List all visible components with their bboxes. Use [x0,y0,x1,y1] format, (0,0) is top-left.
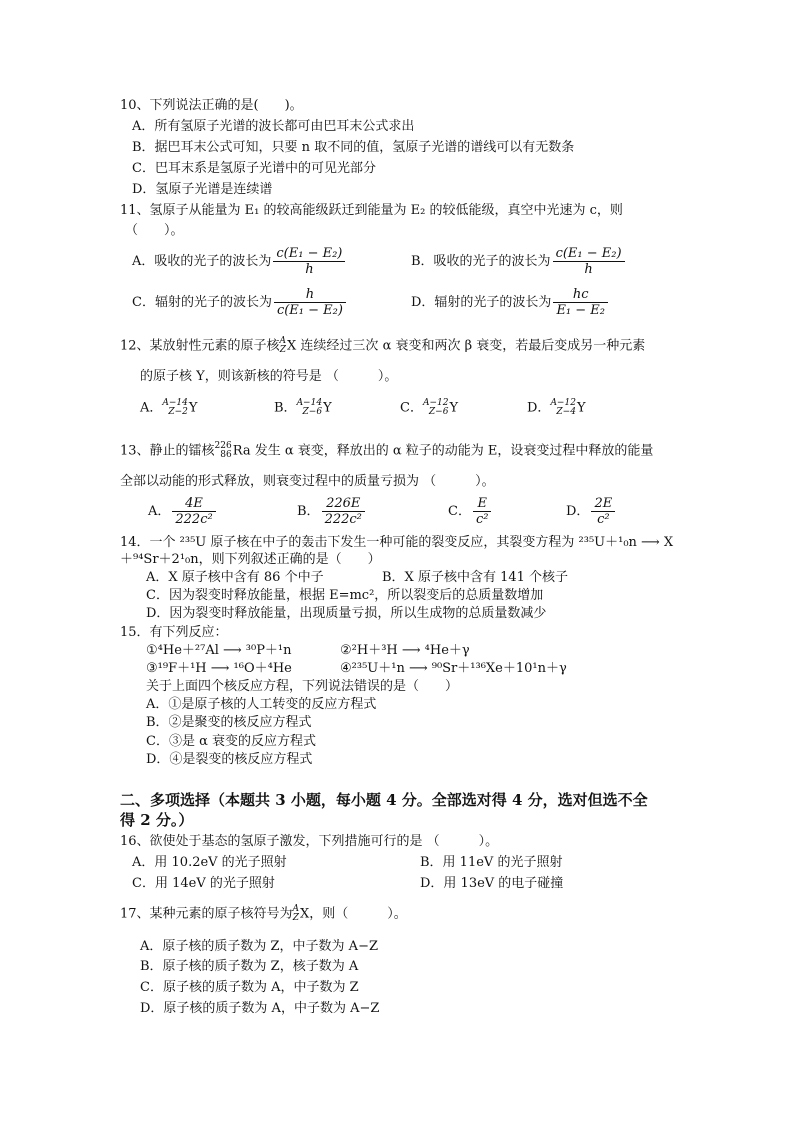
q17-option-c: C．原子核的质子数为 A，中子数为 Z [140,980,359,995]
q14-option-a: A．X 原子核中含有 86 个中子 [146,570,324,585]
q10-option-b: B．据巴耳末公式可知，只要 n 取不同的值，氢原子光谱的谱线可以有无数条 [132,140,575,155]
q11-a-formula: $\frac{\text{c(E₁ − E₂)}}{h}$ [273,246,345,277]
section-2-title-end: 得 2 分。） [120,811,194,829]
q10-stem: 10、下列说法正确的是( )。 [120,98,303,113]
q12-option-a: A． A−14 Z−2 Y [140,398,198,417]
q11-d-formula: $\frac{hc}{\text{E₁ − E₂}}$ [553,287,608,318]
q12-stem: 12、某放射性元素的原子核 A Z X 连续经过三次 α 衰变和两次 β 衰变，若最后变成另一种元素 [120,336,646,355]
q15-stem: 15．有下列反应： [120,625,228,640]
q12-nuclide: A Z [279,336,287,355]
q15-option-d: D．④是裂变的核反应方程式 [146,752,313,767]
q13-option-a: A． $\frac{4E}{\text{222c²}}$ [148,496,218,527]
q13-option-b: B． $\frac{226E}{\text{222c²}}$ [297,496,367,527]
q11-stem-end: （ ）。 [125,223,184,238]
q11-stem: 11、氢原子从能量为 E₁ 的较高能级跃迁到能量为 E₂ 的较低能级，真空中光速为 c，则 [120,203,623,218]
q12-option-c: C． A−12 Z−6 Y [400,398,459,417]
q12-stem-end: 的原子核 Y，则该新核的符号是 （ ）。 [140,369,398,384]
q13-option-c: C． $\frac{E}{\text{c²}}$ [448,496,493,527]
q15-option-a: A．①是原子核的人工转变的反应方程式 [146,697,377,712]
q14-stem: 14．一个 ²³⁵U 原子核在中子的轰击下发生一种可能的裂变反应，其裂变方程为 ²³⁵U＋¹₀n ⟶ X [120,535,674,550]
q10-option-d: D．氢原子光谱是连续谱 [132,182,273,197]
q17-option-a: A．原子核的质子数为 Z，中子数为 A−Z [140,939,378,954]
q13-stem-end: 全部以动能的形式释放，则衰变过程中的质量亏损为 （ ）。 [120,474,495,489]
q14-option-b: B．X 原子核中含有 141 个核子 [382,570,569,585]
q17-option-d: D．原子核的质子数为 A，中子数为 A−Z [140,1001,380,1016]
q17-option-b: B．原子核的质子数为 Z，核子数为 A [140,959,359,974]
q13-stem: 13、静止的镭核 226 86 Ra 发生 α 衰变，释放出的 α 粒子的动能为 E，设衰变过程中释放的能量 [120,441,654,460]
q16-option-a: A．用 10.2eV 的光子照射 [132,855,287,870]
q12-option-b: B． A−14 Z−6 Y [274,398,332,417]
q15-reaction-4: ④²³⁵U＋¹n ⟶ ⁹⁰Sr＋¹³⁶Xe＋10¹n＋γ [340,661,567,676]
q14-option-c: C．因为裂变时释放能量，根据 E=mc²，所以裂变后的总质量数增加 [146,588,544,603]
q14-stem-end: ＋⁹⁴Sr＋2¹₀n，则下列叙述正确的是（ ） [120,552,381,567]
q15-option-b: B．②是聚变的核反应方程式 [146,715,312,730]
q16-option-b: B．用 11eV 的光子照射 [420,855,563,870]
q16-stem: 16、欲使处于基态的氢原子激发，下列措施可行的是 （ ）。 [120,834,499,849]
q15-reaction-1: ①⁴He＋²⁷Al ⟶ ³⁰P＋¹n [146,643,292,658]
q11-option-a: A．吸收的光子的波长为 $\frac{\text{c(E₁ − E₂)}}{h}$ [132,246,347,277]
q11-option-c: C．辐射的光子的波长为 $\frac{h}{\text{c(E₁ − E₂)}}$ [132,287,348,318]
q16-option-c: C．用 14eV 的光子照射 [132,876,275,891]
q10-option-c: C．巴耳末系是氢原子光谱中的可见光部分 [132,161,376,176]
q15-option-c: C．③是 α 衰变的反应方程式 [146,734,316,749]
q14-option-d: D．因为裂变时释放能量，出现质量亏损，所以生成物的总质量数减少 [146,606,547,621]
q11-option-d: D．辐射的光子的波长为 $\frac{hc}{\text{E₁ − E₂}}$ [411,287,610,318]
q17-nuclide: A Z [292,904,300,923]
q11-c-formula: $\frac{h}{\text{c(E₁ − E₂)}}$ [274,287,346,318]
q15-reaction-3: ③¹⁹F＋¹H ⟶ ¹⁶O＋⁴He [146,661,292,676]
q17-stem: 17、某种元素的原子核符号为 A Z X，则（ ）。 [120,904,407,923]
q13-option-d: D． $\frac{2E}{\text{c²}}$ [566,496,617,527]
q11-option-b: B．吸收的光子的波长为 $\frac{\text{c(E₁ − E₂)}}{h}$ [411,246,627,277]
q11-b-formula: $\frac{\text{c(E₁ − E₂)}}{h}$ [553,246,625,277]
q12-option-d: D． A−12 Z−4 Y [527,398,586,417]
q13-radium-nuclide: 226 86 [214,441,232,460]
section-2-title: 二、多项选择（本题共 3 小题，每小题 4 分。全部选对得 4 分，选对但选不全 [120,791,648,809]
q16-option-d: D．用 13eV 的电子碰撞 [420,876,564,891]
q15-stem-end: 关于上面四个核反应方程，下列说法错误的是（ ） [146,679,459,694]
q15-reaction-2: ②²H＋³H ⟶ ⁴He＋γ [340,643,470,658]
q10-option-a: A．所有氢原子光谱的波长都可由巴耳末公式求出 [132,119,415,134]
